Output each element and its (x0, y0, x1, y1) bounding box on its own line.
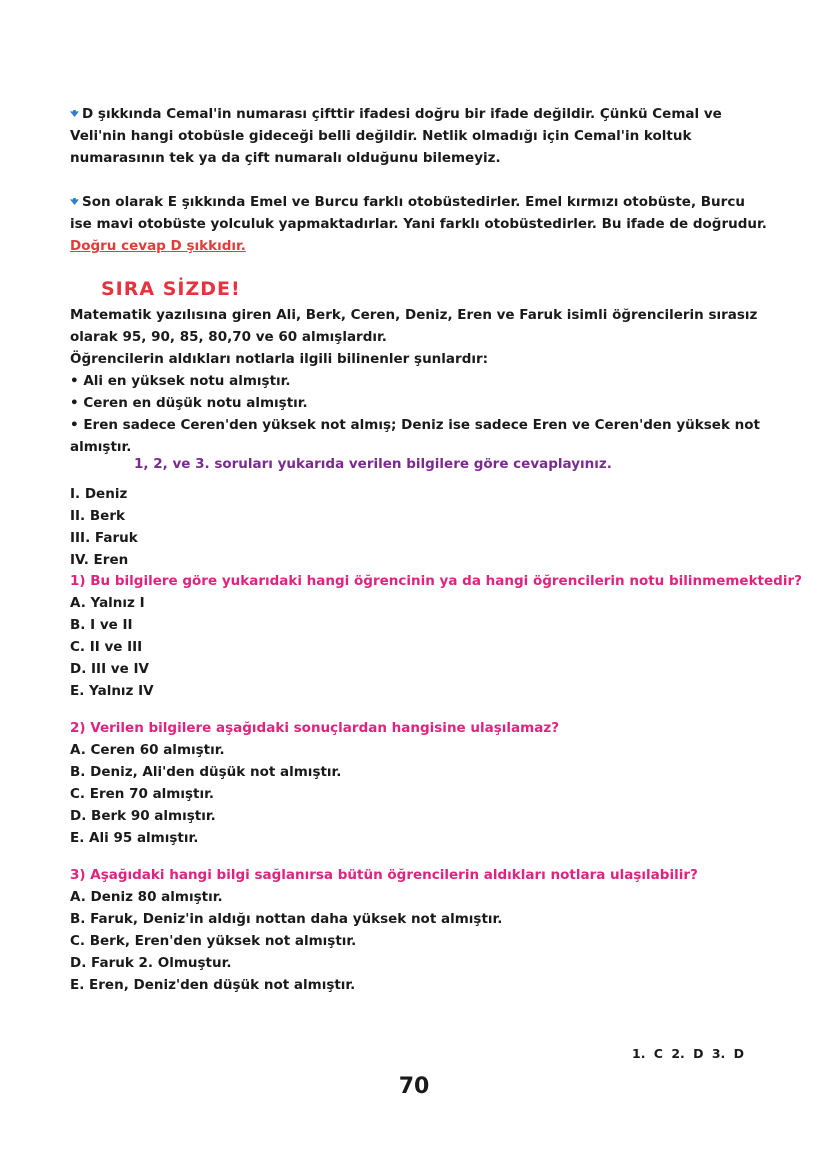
list-item: II. Berk (70, 508, 125, 524)
option: A. Yalnız I (70, 595, 145, 611)
page-number: 70 (398, 1074, 430, 1099)
question-text: 1) Bu bilgilere göre yukarıdaki hangi öğrencinin ya da hangi öğrencilerin notu bilinmemektedir? (70, 573, 802, 589)
option: A. Ceren 60 almıştır. (70, 742, 225, 758)
option: C. Berk, Eren'den yüksek not almıştır. (70, 933, 357, 949)
list-item: III. Faruk (70, 530, 138, 546)
option: D. Faruk 2. Olmuştur. (70, 955, 232, 971)
correct-answer-note: Doğru cevap D şıkkıdır. (70, 238, 246, 254)
fact-line: • Ceren en düşük notu almıştır. (70, 395, 308, 411)
option: A. Deniz 80 almıştır. (70, 889, 223, 905)
fact-line: almıştır. (70, 439, 132, 455)
explanation-paragraph-2: Son olarak E şıkkında Emel ve Burcu farklı otobüstedirler. Emel kırmızı otobüste, Burcu ise mavi otobüste yolculuk yapmaktadırlar. Yani farklı otobüstedirler. Bu ifade de doğrudur. Doğru cevap D şıkkıdır. (70, 194, 767, 254)
problem-statement (70, 304, 770, 458)
option: B. Faruk, Deniz'in aldığı nottan daha yüksek not almıştır. (70, 911, 503, 927)
question-text: 3) Aşağıdaki hangi bilgi sağlanırsa bütün öğrencilerin aldıkları notlara ulaşılabilir? (70, 867, 698, 883)
list-item: IV. Eren (70, 552, 129, 568)
intro-line: olarak 95, 90, 85, 80,70 ve 60 almışlardır. (70, 329, 387, 345)
option: D. Berk 90 almıştır. (70, 808, 216, 824)
question-text: 2) Verilen bilgilere aşağıdaki sonuçlardan hangisine ulaşılamaz? (70, 720, 560, 736)
arrow-down-icon (70, 110, 79, 117)
explanation-paragraph-1: D şıkkında Cemal'in numarası çifttir ifadesi doğru bir ifade değildir. Çünkü Cemal ve Veli'nin hangi otobüsle gideceği belli değildir. Netlik olmadığı için Cemal'in koltuk numarasının tek ya da çift numaralı olduğunu bilemeyiz. (70, 106, 722, 166)
option: E. Eren, Deniz'den düşük not almıştır. (70, 977, 356, 993)
option: E. Ali 95 almıştır. (70, 830, 199, 846)
option: B. Deniz, Ali'den düşük not almıştır. (70, 764, 342, 780)
option: C. II ve III (70, 639, 143, 655)
instruction: 1, 2, ve 3. soruları yukarıda verilen bilgilere göre cevaplayınız. (134, 456, 612, 472)
intro-line: Matematik yazılısına giren Ali, Berk, Ceren, Deniz, Eren ve Faruk isimli öğrencilerin sırasız (70, 307, 758, 323)
option: C. Eren 70 almıştır. (70, 786, 214, 802)
option: E. Yalnız IV (70, 683, 154, 699)
option: D. III ve IV (70, 661, 149, 677)
arrow-down-icon (70, 198, 79, 205)
student-list (70, 483, 770, 571)
question-2 (70, 717, 770, 849)
fact-line: • Eren sadece Ceren'den yüksek not almış; Deniz ise sadece Eren ve Ceren'den yüksek not (70, 417, 760, 433)
question-3 (70, 864, 770, 996)
list-item: I. Deniz (70, 486, 128, 502)
option: B. I ve II (70, 617, 133, 633)
fact-line: • Ali en yüksek notu almıştır. (70, 373, 291, 389)
intro-line: Öğrencilerin aldıkları notlarla ilgili bilinenler şunlardır: (70, 351, 489, 367)
section-heading: SIRA SİZDE! (101, 278, 241, 300)
answer-key: 1. C 2. D 3. D (632, 1046, 745, 1061)
question-1 (70, 570, 802, 702)
